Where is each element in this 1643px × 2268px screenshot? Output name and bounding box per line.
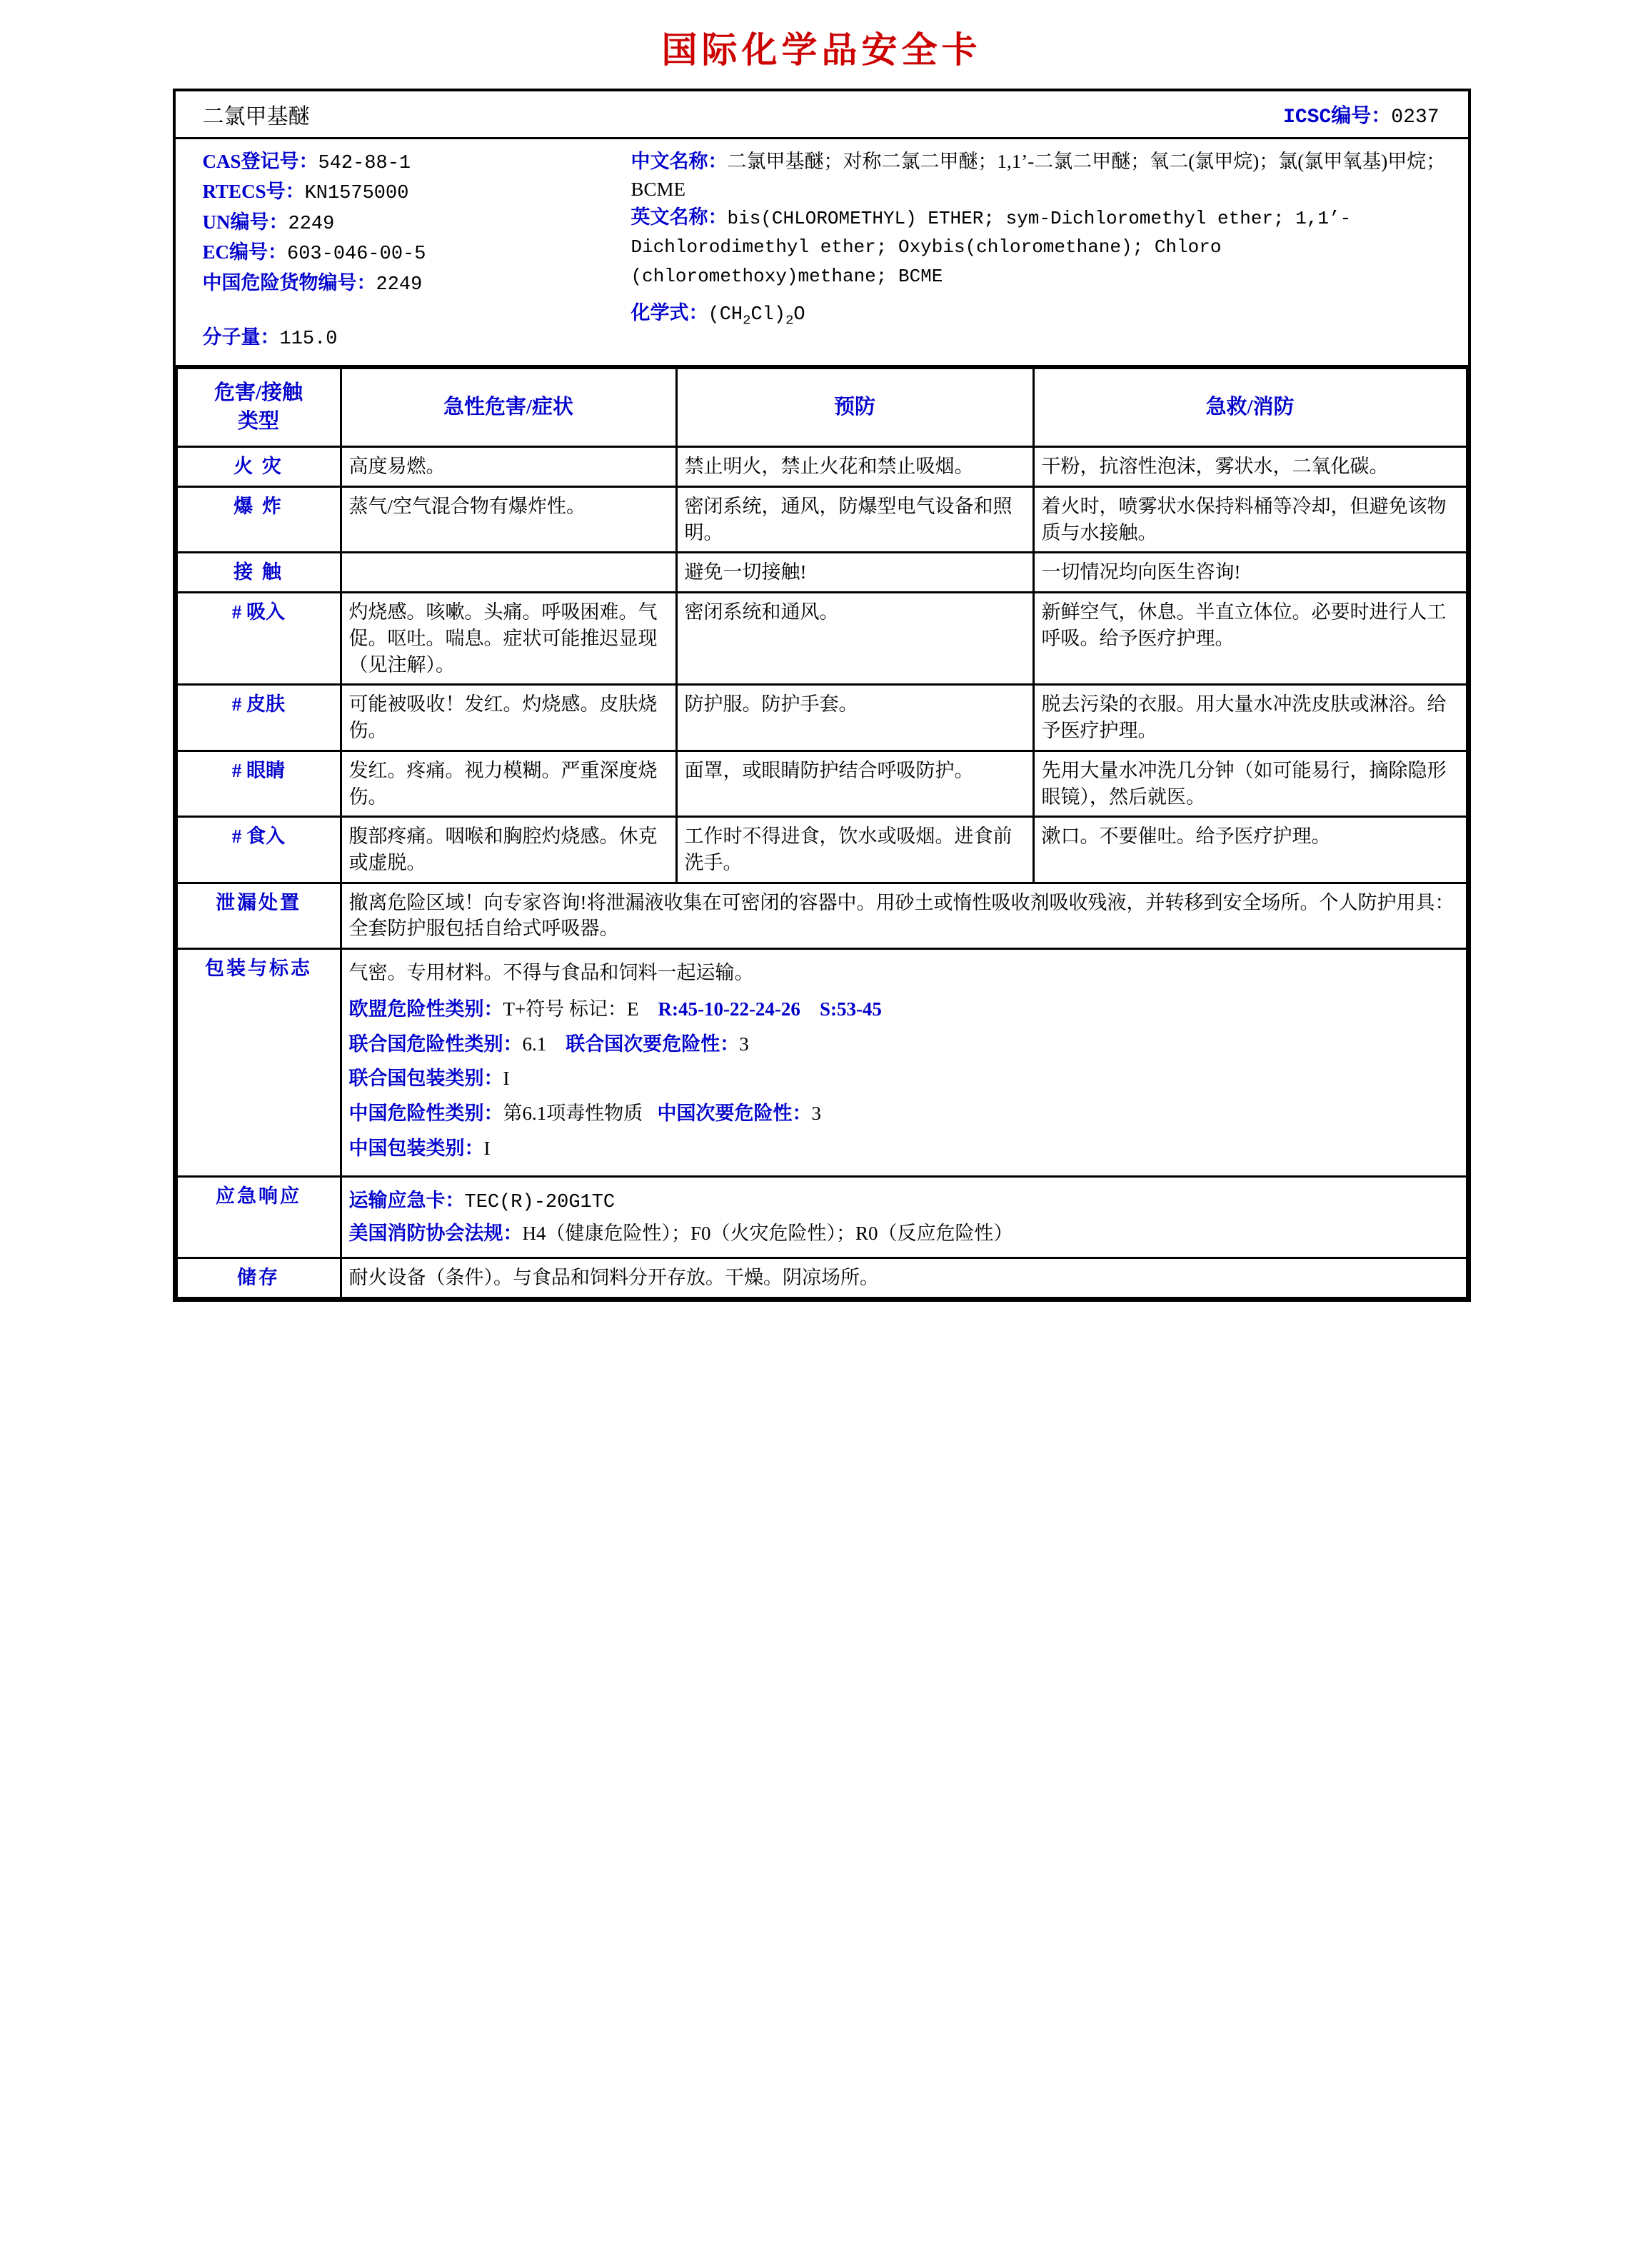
row-firstaid-eyes: 先用大量水冲洗几分钟（如可能易行，摘除隐形眼镜），然后就医。: [1033, 751, 1467, 816]
header-type-line2: 类型: [237, 409, 279, 433]
row-label-storage: 储存: [176, 1258, 341, 1298]
cn-group-value: I: [483, 1137, 491, 1159]
row-firstaid-explosion: 着火时，喷雾状水保持料桶等冷却，但避免该物质与水接触。: [1033, 487, 1467, 553]
table-header-row: [176, 368, 1467, 447]
row-prevention-ingestion: 工作时不得进食，饮水或吸烟。进食前洗手。: [676, 817, 1033, 883]
row-label-explosion: 爆 炸: [176, 487, 341, 553]
row-text-packaging: [341, 949, 1467, 1177]
hazards-table: [176, 367, 1468, 1298]
icsc-card: [173, 89, 1471, 1302]
icsc-number-block: [1276, 93, 1467, 136]
chinese-name-row: [631, 148, 1447, 204]
identification-left: [176, 139, 618, 365]
formula-mid: Cl): [750, 304, 786, 326]
packaging-cn-group: [349, 1135, 1459, 1162]
row-firstaid-ingestion: 漱口。不要催吐。给予医疗护理。: [1033, 817, 1467, 883]
china-dangerous-goods-label: 中国危险货物编号：: [202, 271, 376, 293]
icsc-value: 0237: [1391, 106, 1439, 129]
table-row-storage: [176, 1258, 1467, 1298]
un-class-label: 联合国危险性类别：: [348, 1033, 523, 1055]
row-label-fire: 火 灾: [176, 447, 341, 487]
un-class-value: 6.1: [522, 1033, 547, 1055]
eu-s-phrases: S:53-45: [819, 998, 882, 1020]
row-text-storage: 耐火设备（条件）。与食品和饲料分开存放。干燥。阴凉场所。: [341, 1258, 1467, 1298]
un-group-value: I: [503, 1068, 510, 1090]
english-name-value: bis(CHLOROMETHYL) ETHER; sym-Dichloromethyl ether; 1,1’-Dichlorodimethyl ether; Oxybis(chloromethane); Chloro (chloromethoxy)methane; BCME: [630, 207, 1352, 287]
eu-class-value: T+符号 标记：E: [503, 998, 639, 1020]
eu-class-label: 欧盟危险性类别：: [348, 998, 503, 1020]
row-acute-ingestion: 腹部疼痛。咽喉和胸腔灼烧感。休克或虚脱。: [341, 817, 676, 883]
row-firstaid-exposure: 一切情况均向医生咨询!: [1033, 553, 1467, 593]
table-row: [176, 553, 1467, 593]
row-label-skin: # 皮肤: [176, 685, 341, 751]
row-prevention-explosion: 密闭系统，通风，防爆型电气设备和照明。: [676, 487, 1033, 553]
rtecs-row: [203, 178, 613, 208]
identification-right: [618, 139, 1468, 365]
icsc-label: ICSC编号：: [1283, 106, 1392, 129]
row-label-spill: 泄漏处置: [176, 883, 341, 948]
nfpa-line: [349, 1220, 1459, 1247]
row-prevention-inhalation: 密闭系统和通风。: [676, 593, 1033, 685]
table-row: [176, 751, 1467, 816]
table-row: [176, 593, 1467, 685]
formula-value: [708, 304, 805, 326]
nfpa-value: H4（健康危险性）；F0（火灾危险性）；R0（反应危险性）: [522, 1223, 1013, 1245]
nfpa-label: 美国消防协会法规：: [348, 1223, 523, 1245]
transport-card-value: TEC(R)-20G1TC: [464, 1192, 616, 1214]
un-subrisk-value: 3: [739, 1033, 749, 1055]
un-subrisk-label: 联合国次要危险性：: [566, 1033, 740, 1055]
molecular-weight-label: 分子量：: [202, 326, 280, 348]
header-firstaid: 急救/消防: [1033, 368, 1467, 447]
molecular-weight-value: 115.0: [279, 328, 338, 351]
rtecs-label: RTECS号：: [202, 181, 305, 203]
header-acute: 急性危害/症状: [341, 368, 676, 447]
table-row-emergency: [176, 1177, 1467, 1258]
table-row-spill: [176, 883, 1467, 948]
row-acute-inhalation: 灼烧感。咳嗽。头痛。呼吸困难。气促。呕吐。喘息。症状可能推迟显现（见注解）。: [341, 593, 676, 685]
un-row: [203, 209, 613, 239]
table-row: [176, 685, 1467, 751]
row-label-ingestion: # 食入: [176, 817, 341, 883]
row-label-emergency: 应急响应: [176, 1177, 341, 1258]
row-acute-skin: 可能被吸收！发红。灼烧感。皮肤烧伤。: [341, 685, 676, 751]
row-firstaid-fire: 干粉，抗溶性泡沫，雾状水，二氧化碳。: [1033, 447, 1467, 487]
cn-subrisk-value: 3: [811, 1102, 821, 1124]
formula-sub-2: 2: [785, 312, 794, 328]
un-label: UN编号：: [202, 211, 288, 233]
row-label-eyes: # 眼睛: [176, 751, 341, 816]
cas-value: 542-88-1: [318, 153, 411, 174]
formula-label: 化学式：: [630, 302, 708, 324]
ec-label: EC编号：: [202, 241, 288, 264]
china-dangerous-goods-row: [203, 269, 613, 299]
row-firstaid-inhalation: 新鲜空气，休息。半直立体位。必要时进行人工呼吸。给予医疗护理。: [1033, 593, 1467, 685]
row-prevention-fire: 禁止明火，禁止火花和禁止吸烟。: [676, 447, 1033, 487]
english-name-label: 英文名称：: [630, 206, 728, 228]
table-row: [176, 447, 1467, 487]
cas-row: [203, 148, 613, 178]
china-dangerous-goods-value: 2249: [376, 274, 423, 296]
row-acute-explosion: 蒸气/空气混合物有爆炸性。: [341, 487, 676, 553]
chinese-name-value: 二氯甲基醚；对称二氯二甲醚；1,1’-二氯二甲醚；氧二(氯甲烷)；氯(氯甲氧基)甲烷；BCME: [630, 151, 1446, 200]
row-label-exposure: 接 触: [176, 553, 341, 593]
formula-sub-1: 2: [743, 312, 751, 328]
row-prevention-exposure: 避免一切接触!: [676, 553, 1033, 593]
table-row: [176, 487, 1467, 553]
identification-block: [176, 139, 1468, 367]
english-name-row: [631, 204, 1447, 290]
row-acute-eyes: 发红。疼痛。视力模糊。严重深度烧伤。: [341, 751, 676, 816]
packaging-eu-class: [349, 996, 1459, 1023]
cn-group-label: 中国包装类别：: [348, 1137, 484, 1159]
transport-card-label: 运输应急卡：: [348, 1190, 465, 1212]
un-value: 2249: [288, 213, 335, 235]
page: [0, 21, 1643, 1302]
page-title: 国际化学品安全卡: [661, 30, 982, 70]
packaging-un-class: [349, 1031, 1459, 1058]
row-acute-fire: 高度易燃。: [341, 447, 676, 487]
row-acute-exposure: [341, 553, 676, 593]
ec-value: 603-046-00-5: [287, 244, 426, 266]
cn-subrisk-label: 中国次要危险性：: [657, 1102, 812, 1124]
cas-label: CAS登记号：: [202, 151, 318, 172]
row-text-emergency: [341, 1177, 1467, 1258]
molecular-weight-row: [203, 323, 613, 353]
ec-row: [203, 239, 613, 269]
chinese-name-label: 中文名称：: [630, 151, 728, 172]
row-label-inhalation: # 吸入: [176, 593, 341, 685]
packaging-un-group: [349, 1065, 1459, 1092]
table-row: [176, 817, 1467, 883]
packaging-intro: 气密。专用材料。不得与食品和饲料一起运输。: [348, 962, 754, 984]
header-type-line1: 危害/接触: [213, 381, 303, 405]
header-prevention: 预防: [676, 368, 1033, 447]
rtecs-value: KN1575000: [304, 183, 409, 205]
transport-emergency-card: [349, 1188, 1459, 1216]
row-text-spill: 撤离危险区域！向专家咨询!将泄漏液收集在可密闭的容器中。用砂土或惰性吸收剂吸收残液，并转移到安全场所。个人防护用具：全套防护服包括自给式呼吸器。: [341, 883, 1467, 948]
row-prevention-skin: 防护服。防护手套。: [676, 685, 1033, 751]
formula-pre: (CH: [708, 304, 743, 326]
header-type: [176, 368, 341, 447]
row-firstaid-skin: 脱去污染的衣服。用大量水冲洗皮肤或淋浴。给予医疗护理。: [1033, 685, 1467, 751]
row-prevention-eyes: 面罩，或眼睛防护结合呼吸防护。: [676, 751, 1033, 816]
formula-row: [631, 297, 1447, 328]
card-header: [176, 91, 1468, 139]
packaging-cn-class: [349, 1100, 1459, 1127]
substance-name: 二氯甲基醚: [202, 105, 310, 129]
cn-class-label: 中国危险性类别：: [348, 1102, 503, 1124]
un-group-label: 联合国包装类别：: [348, 1068, 503, 1090]
formula-post: O: [793, 304, 805, 326]
table-row-packaging: [176, 949, 1467, 1177]
cn-class-value: 第6.1项毒性物质: [503, 1102, 643, 1124]
spacer: [203, 299, 613, 323]
row-label-packaging: 包装与标志: [176, 949, 341, 1177]
eu-r-phrases: R:45-10-22-24-26: [658, 998, 800, 1020]
